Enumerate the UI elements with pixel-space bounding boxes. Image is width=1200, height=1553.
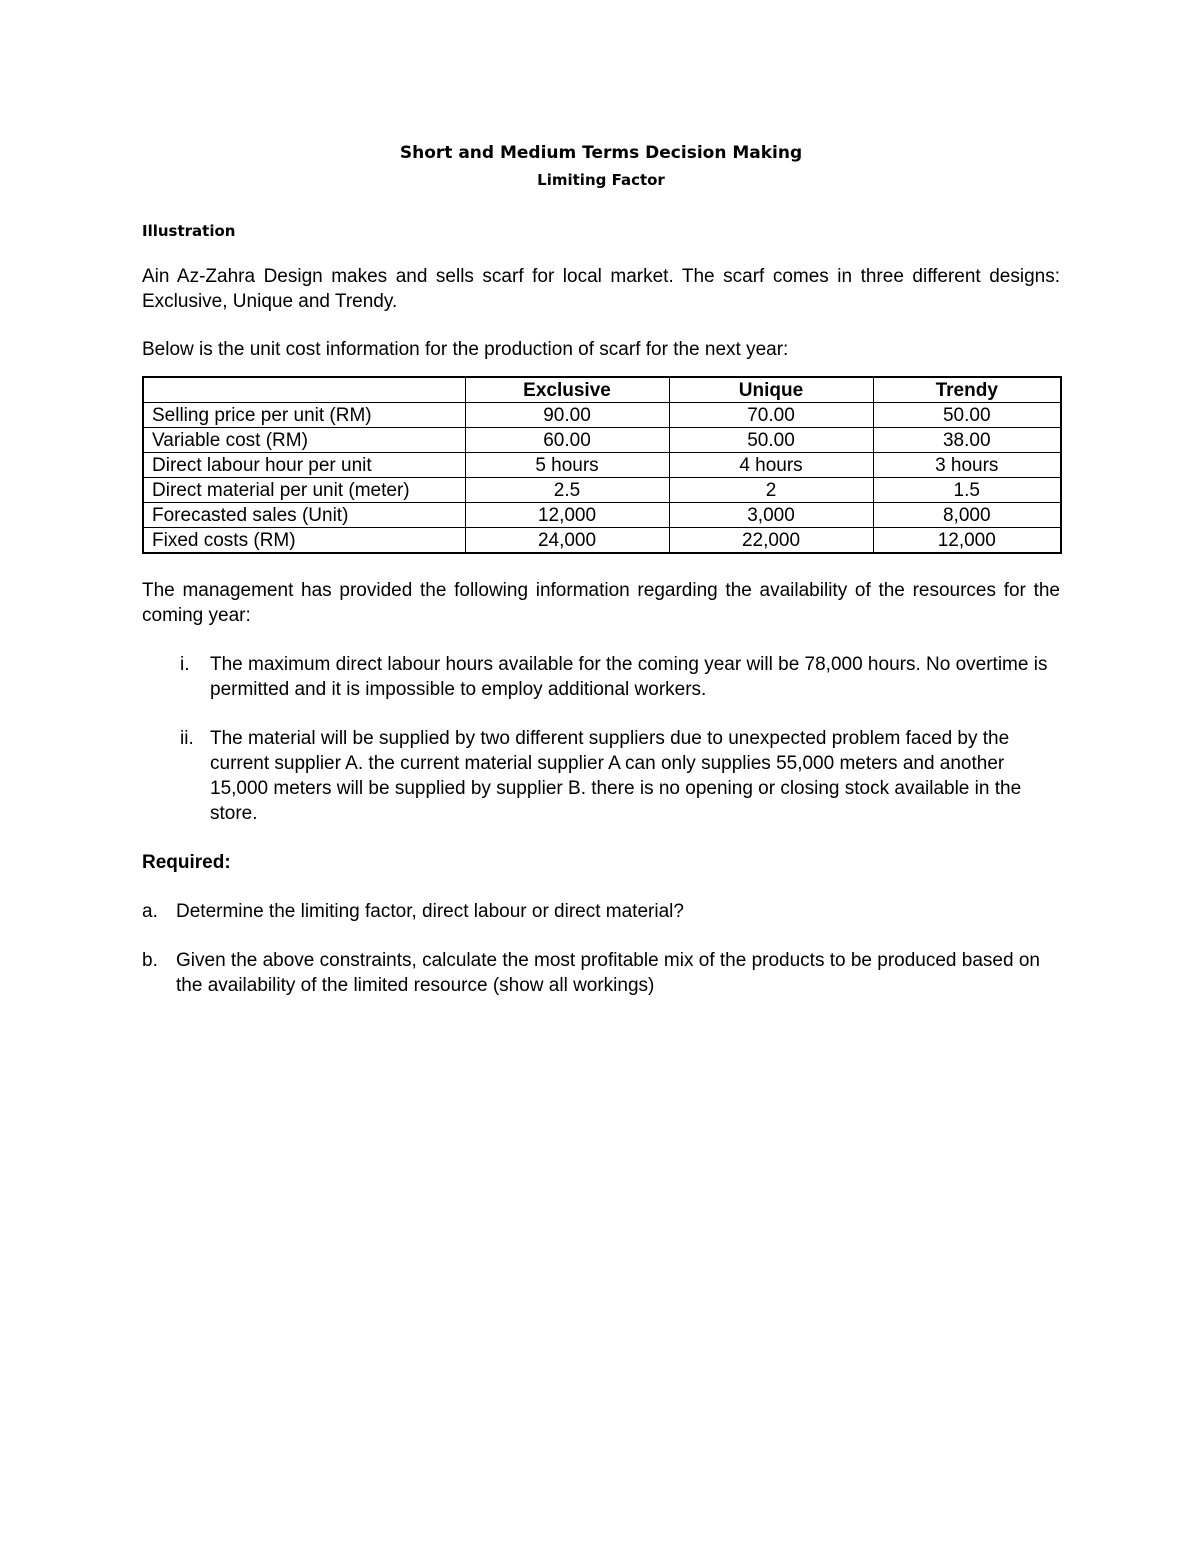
- table-cell: 50.00: [873, 403, 1061, 428]
- table-row-label: Forecasted sales (Unit): [143, 503, 465, 528]
- table-row: [143, 428, 1061, 453]
- table-row-label: Direct material per unit (meter): [143, 478, 465, 503]
- table-cell: 70.00: [669, 403, 873, 428]
- table-cell: 38.00: [873, 428, 1061, 453]
- table-header-cell: Exclusive: [465, 377, 669, 403]
- table-row-label: Selling price per unit (RM): [143, 403, 465, 428]
- table-cell: 24,000: [465, 528, 669, 554]
- table-cell: 2.5: [465, 478, 669, 503]
- table-cell: 2: [669, 478, 873, 503]
- table-header-cell: [143, 377, 465, 403]
- list-item: [142, 948, 1060, 998]
- table-row: [143, 453, 1061, 478]
- list-marker: i.: [180, 654, 190, 675]
- list-item-text: The maximum direct labour hours available for the coming year will be 78,000 hours. No overtime is permitted and it is impossible to employ additional workers.: [210, 654, 1048, 700]
- table-intro-paragraph: Below is the unit cost information for the production of scarf for the next year:: [142, 339, 789, 360]
- document-page: [142, 140, 1060, 998]
- table-cell: 1.5: [873, 478, 1061, 503]
- list-marker: ii.: [180, 728, 194, 749]
- table-cell: 8,000: [873, 503, 1061, 528]
- table-cell: 50.00: [669, 428, 873, 453]
- table-row: [143, 403, 1061, 428]
- list-item: [142, 899, 1060, 924]
- list-item-text: The material will be supplied by two different suppliers due to unexpected problem faced by the current supplier A. the current material supplier A can only supplies 55,000 meters and another 15,000 meters will be supplied by supplier B. there is no opening or closing stock available in the store.: [210, 728, 1022, 824]
- list-item: [142, 652, 1060, 702]
- table-cell: 3 hours: [873, 453, 1061, 478]
- section-label: Illustration: [142, 222, 236, 240]
- list-marker: b.: [142, 950, 158, 971]
- constraints-list: [142, 652, 1060, 826]
- table-header-cell: Trendy: [873, 377, 1061, 403]
- table-cell: 22,000: [669, 528, 873, 554]
- table-row-label: Fixed costs (RM): [143, 528, 465, 554]
- table-row-label: Direct labour hour per unit: [143, 453, 465, 478]
- table-cell: 90.00: [465, 403, 669, 428]
- document-subtitle: Limiting Factor: [537, 171, 665, 189]
- table-cell: 4 hours: [669, 453, 873, 478]
- document-title: Short and Medium Terms Decision Making: [399, 143, 803, 163]
- table-cell: 12,000: [873, 528, 1061, 554]
- table-row: [143, 528, 1061, 554]
- table-cell: 5 hours: [465, 453, 669, 478]
- table-row-label: Variable cost (RM): [143, 428, 465, 453]
- list-item: [142, 726, 1060, 826]
- list-item-text: Determine the limiting factor, direct labour or direct material?: [176, 901, 684, 922]
- management-paragraph: The management has provided the following information regarding the availability of the resources for the coming year:: [142, 580, 1060, 626]
- intro-paragraph: Ain Az-Zahra Design makes and sells scarf for local market. The scarf comes in three different designs: Exclusive, Unique and Trendy.: [142, 266, 1060, 312]
- table-row: [143, 478, 1061, 503]
- table-row: [143, 503, 1061, 528]
- required-heading: Required:: [142, 852, 231, 873]
- cost-table: [142, 376, 1062, 554]
- table-header-cell: Unique: [669, 377, 873, 403]
- table-cell: 3,000: [669, 503, 873, 528]
- list-marker: a.: [142, 901, 158, 922]
- table-cell: 60.00: [465, 428, 669, 453]
- table-header-row: [143, 377, 1061, 403]
- list-item-text: Given the above constraints, calculate the most profitable mix of the products to be produced based on the availability of the limited resource (show all workings): [176, 950, 1040, 996]
- questions-list: [142, 899, 1060, 998]
- table-cell: 12,000: [465, 503, 669, 528]
